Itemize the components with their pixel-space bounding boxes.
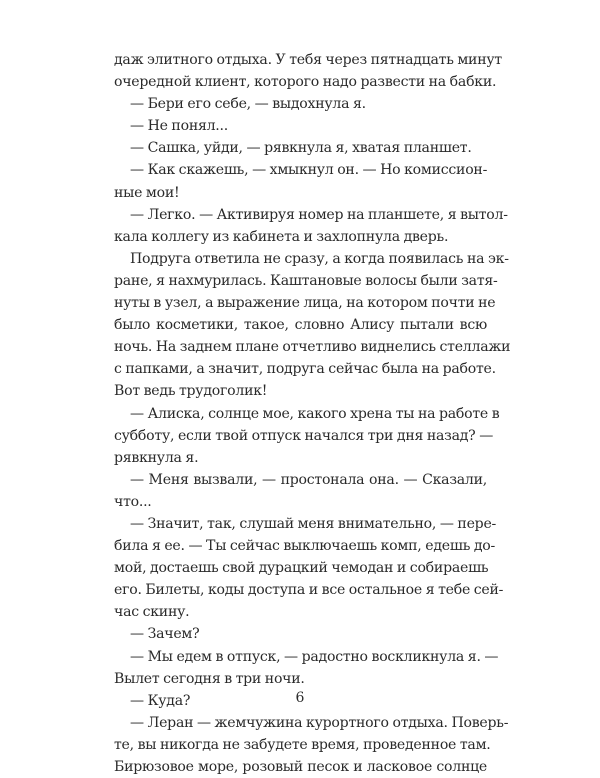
text-line: — Как скажешь, — хмыкнул он. — Но комиссион- bbox=[130, 162, 488, 179]
text-line: ночь. На заднем плане отчетливо виднелись стеллажи bbox=[114, 339, 511, 356]
text-line: его. Билеты, коды доступа и все остальное я тебе сей- bbox=[114, 582, 504, 599]
text-line: даж элитного отдыха. У тебя через пятнадцать минут bbox=[114, 52, 502, 68]
text-line: — Бери его себе, — выдохнула я. bbox=[130, 96, 366, 113]
text-line: — Зачем? bbox=[130, 626, 200, 643]
text-line: — Значит, так, слушай меня внимательно, — пере- bbox=[130, 515, 497, 532]
text-line: те, вы никогда не забудете время, проведенное там. bbox=[114, 736, 491, 753]
text-line: ране, я нахмурилась. Каштановые волосы были затя- bbox=[114, 272, 498, 289]
text-line: — Не понял... bbox=[130, 118, 228, 135]
text-line: нуты в узел, а выражение лица, на котором почти не bbox=[114, 295, 496, 312]
text-line: Вот ведь трудоголик! bbox=[114, 383, 268, 400]
text-line: — Куда? bbox=[130, 692, 191, 709]
text-line: Бирюзовое море, розовый песок и ласковое солнце bbox=[114, 759, 487, 775]
text-line: Подруга ответила не сразу, а когда появилась на эк- bbox=[130, 250, 509, 267]
page-text bbox=[114, 49, 511, 778]
page-number: 6 bbox=[295, 690, 305, 706]
text-line: мой, достаешь свой дурацкий чемодан и собираешь bbox=[114, 560, 489, 577]
text-line: кала коллегу из кабинета и захлопнула дверь. bbox=[114, 228, 449, 245]
text-line: — Леран — жемчужина курортного отдыха. Поверь- bbox=[130, 714, 509, 731]
text-line: — Алиска, солнце мое, какого хрена ты на работе в bbox=[130, 405, 500, 422]
text-line: что... bbox=[114, 493, 152, 510]
text-line: Вылет сегодня в три ночи. bbox=[114, 670, 305, 687]
text-line: — Мы едем в отпуск, — радостно воскликнула я. — bbox=[130, 648, 499, 665]
text-line: била я ее. — Ты сейчас выключаешь комп, едешь до- bbox=[114, 538, 496, 555]
text-line: — Легко. — Активируя номер на планшете, я вытол- bbox=[130, 206, 508, 223]
text-line: — Сашка, уйди, — рявкнула я, хватая планшет. bbox=[130, 140, 472, 157]
text-line: — Меня вызвали, — простонала она. — Сказали, bbox=[130, 471, 487, 488]
text-line: было косметики, такое, словно Алису пытали всю bbox=[114, 317, 487, 334]
text-line: с папками, а значит, подруга сейчас была на работе. bbox=[114, 361, 496, 378]
text-line: очередной клиент, которого надо развести на бабки. bbox=[114, 74, 497, 91]
text-line: субботу, если твой отпуск начался три дня назад? — bbox=[114, 427, 494, 444]
text-line: час скину. bbox=[114, 604, 190, 621]
text-line: ные мои! bbox=[114, 184, 180, 201]
text-line: рявкнула я. bbox=[114, 449, 199, 466]
